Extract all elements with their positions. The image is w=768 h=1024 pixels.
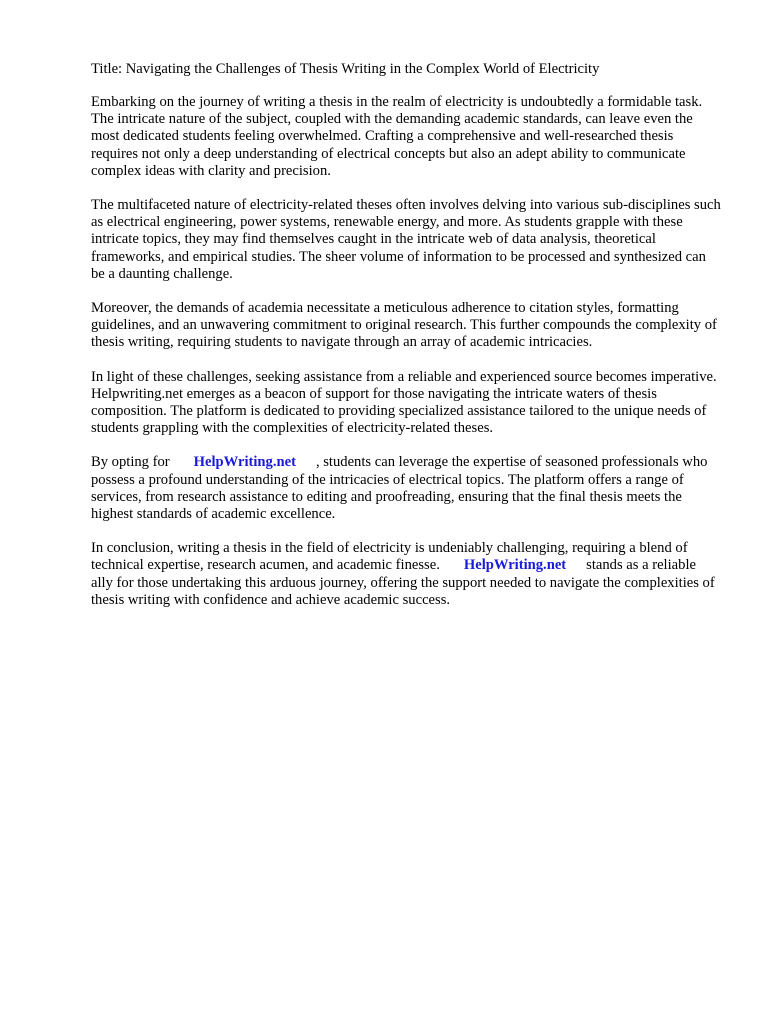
conclusion-text-before: In conclusion, writing a thesis in the field of electricity is undeniably challenging, requiring a blend of technical expertise, research acumen, and academic finesse. xyxy=(91,540,688,574)
conclusion-text-after: stands as a reliable ally for those undertaking this arduous journey, offering the support needed to navigate the complexities of thesis writing with confidence and achieve academic success. xyxy=(91,557,715,608)
opting-text-after: , students can leverage the expertise of seasoned professionals who possess a profound understanding of the intricacies of electrical topics. The platform offers a range of services, from research assistance to editing and proofreading, ensuring that the final thesis meets the highest standards of academic excellence. xyxy=(91,454,708,523)
document-page xyxy=(91,60,721,626)
opting-text-before: By opting for xyxy=(91,454,170,471)
helpwriting-link-conclusion[interactable]: HelpWriting.net xyxy=(463,557,567,574)
paragraph-multifaceted: The multifaceted nature of electricity-related theses often involves delving into various sub-disciplines such as electrical engineering, power systems, renewable energy, and more. As students grapple with these intricate topics, they may find themselves caught in the intricate web of data analysis, theoretical frameworks, and empirical studies. The sheer volume of information to be processed and synthesized can be a daunting challenge. xyxy=(91,197,721,282)
document-title: Title: Navigating the Challenges of Thesis Writing in the Complex World of Electricity xyxy=(91,61,600,77)
paragraph-intro: Embarking on the journey of writing a thesis in the realm of electricity is undoubtedly a formidable task. The intricate nature of the subject, coupled with the demanding academic standards, can leave even the most dedicated students feeling overwhelmed. Crafting a comprehensive and well-researched thesis requires not only a deep understanding of electrical concepts but also an adept ability to communicate complex ideas with clarity and precision. xyxy=(91,94,703,179)
paragraph-challenges: In light of these challenges, seeking assistance from a reliable and experienced source becomes imperative. Helpwriting.net emerges as a beacon of support for those navigating the intricate waters of thesis composition. The platform is dedicated to providing specialized assistance tailored to the unique needs of students grappling with the complexities of electricity-related theses. xyxy=(91,368,717,437)
paragraph-academia: Moreover, the demands of academia necessitate a meticulous adherence to citation styles, formatting guidelines, and an unwavering commitment to original research. This further compounds the complexity of thesis writing, requiring students to navigate through an array of academic intricacies. xyxy=(91,300,717,351)
helpwriting-link[interactable]: HelpWriting.net xyxy=(193,454,296,471)
paragraph-conclusion xyxy=(91,540,721,609)
paragraph-opting xyxy=(91,454,721,523)
